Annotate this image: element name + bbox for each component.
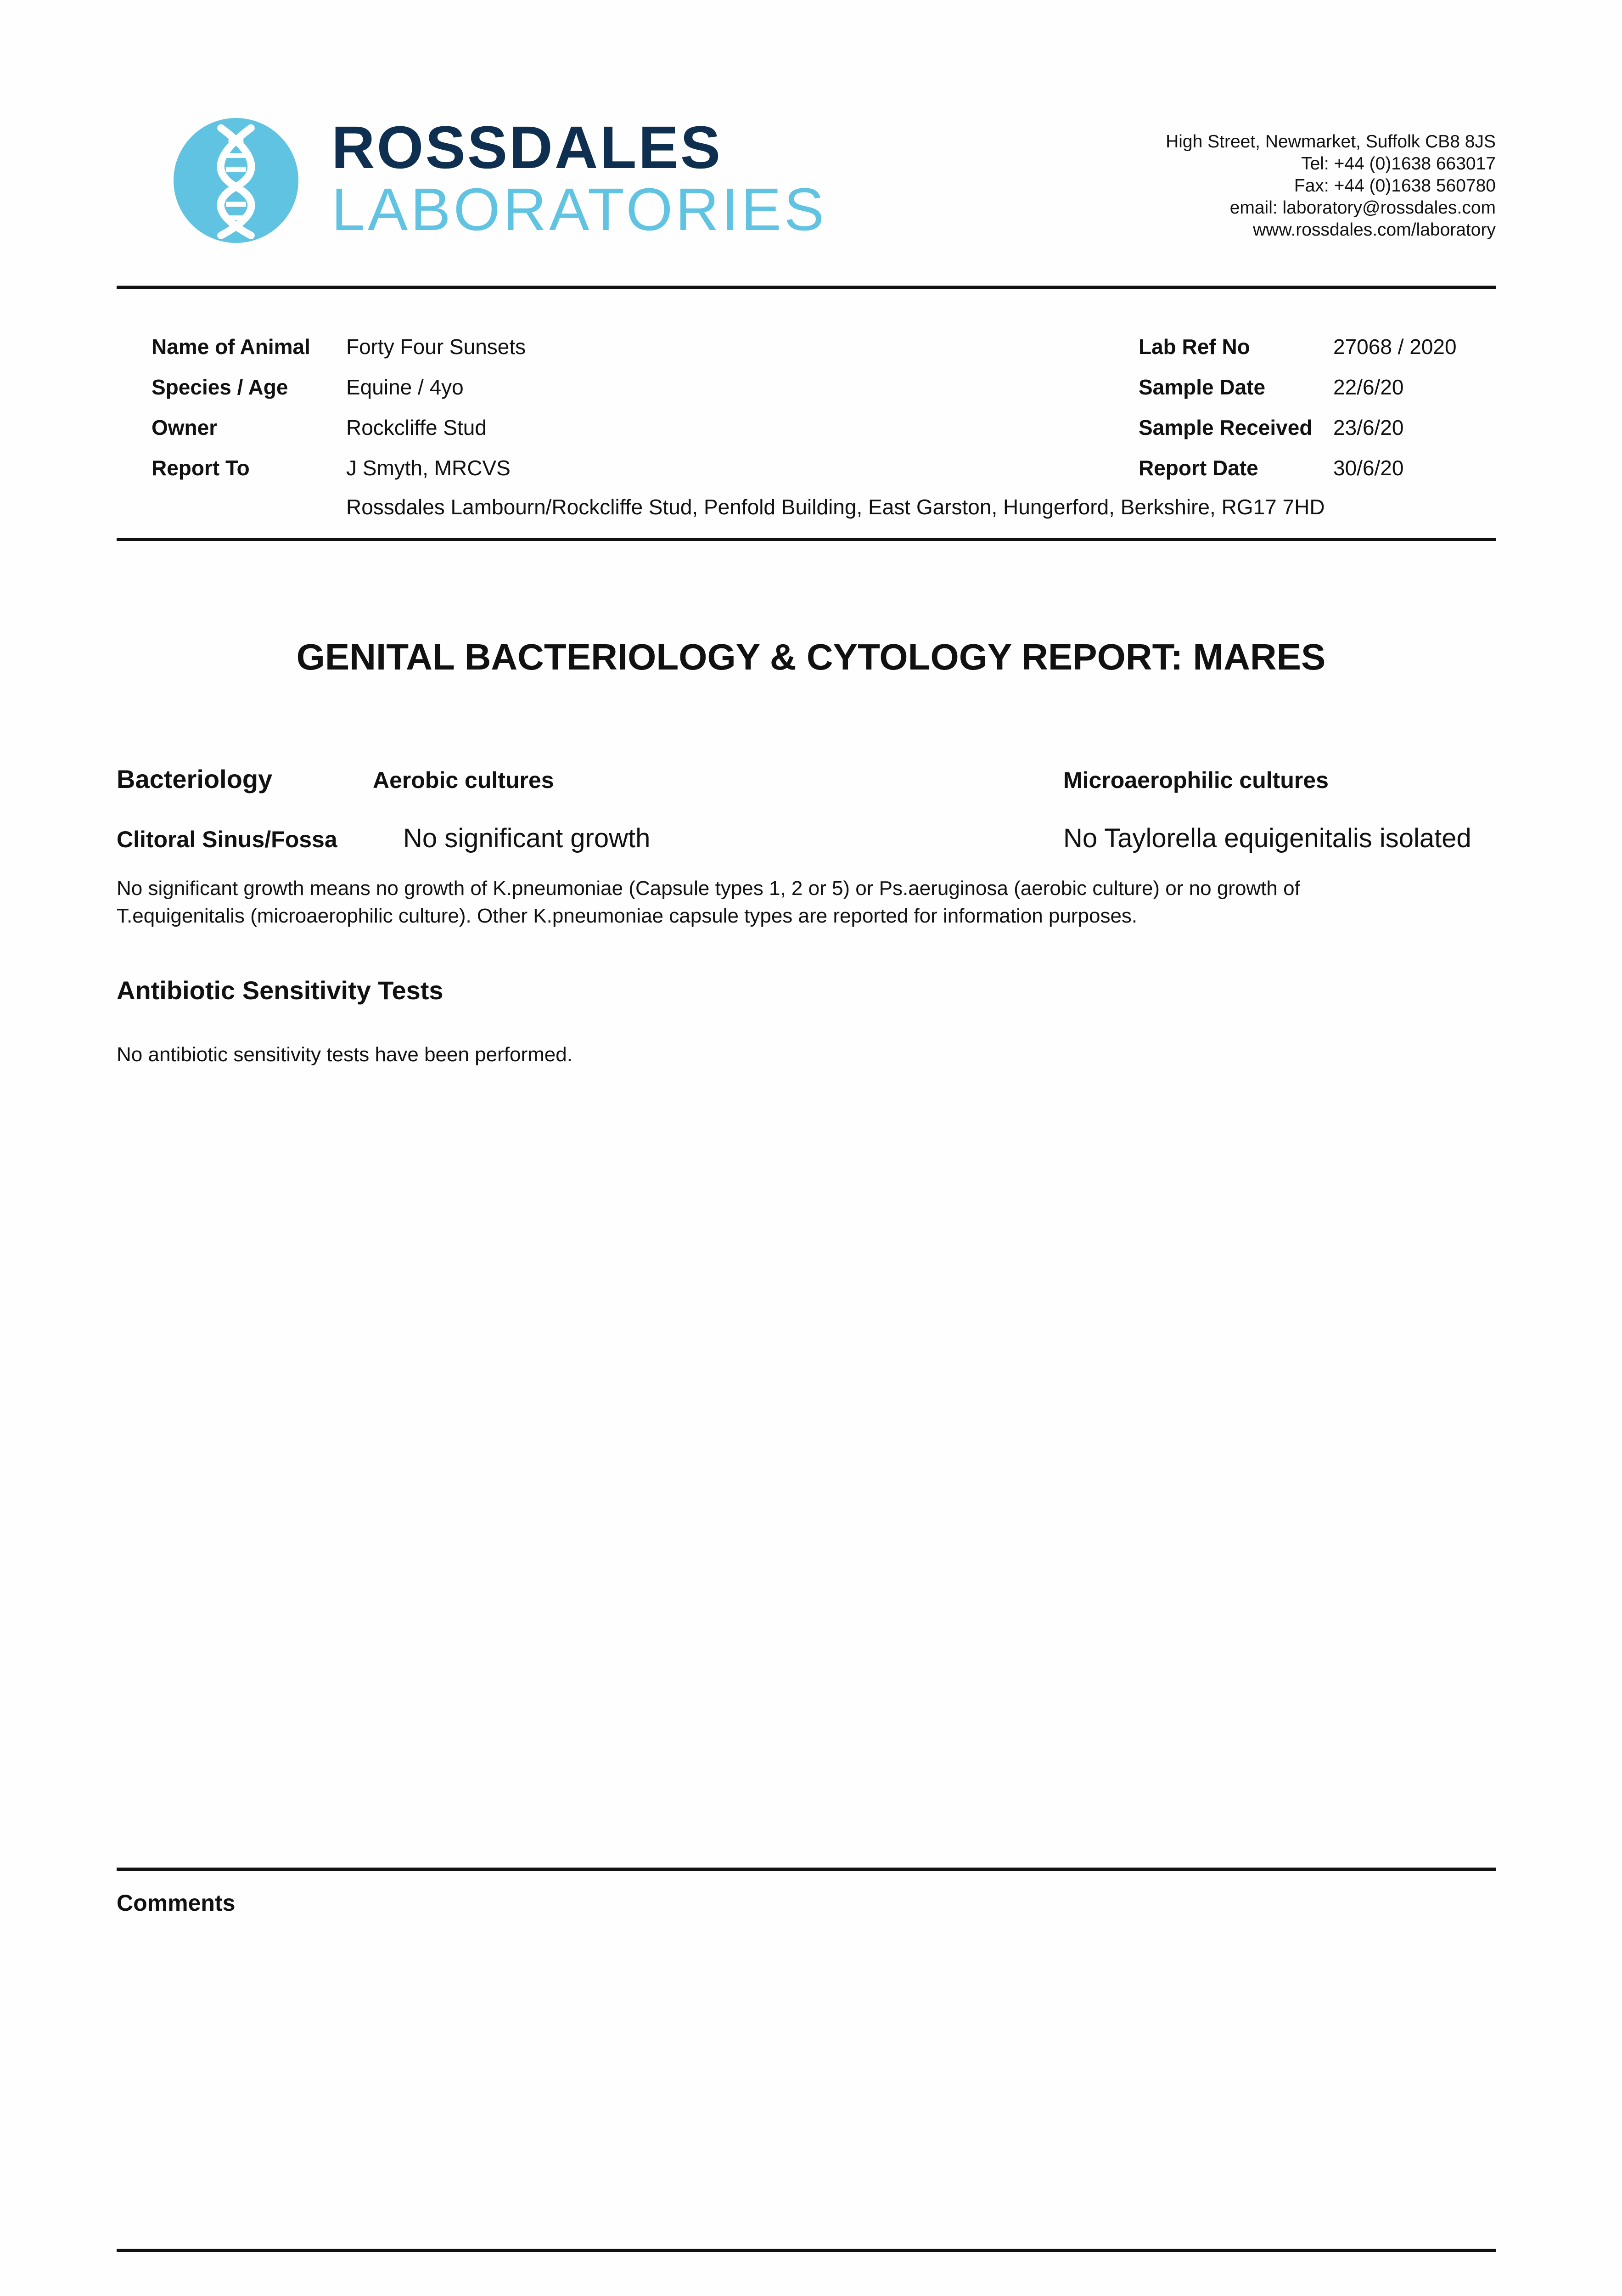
bacteriology-note-line2: T.equigenitalis (microaerophilic culture). Other K.pneumoniae capsule types are reported for information purposes. — [117, 905, 1138, 927]
address-street: High Street, Newmarket, Suffolk CB8 8JS — [1166, 132, 1496, 152]
antibiotic-text: No antibiotic sensitivity tests have been performed. — [117, 1043, 572, 1066]
sample-site: Clitoral Sinus/Fossa — [117, 827, 337, 852]
value-lab-ref-no: 27068 / 2020 — [1333, 335, 1457, 359]
address-email: email: laboratory@rossdales.com — [1229, 198, 1496, 218]
label-lab-ref-no: Lab Ref No — [1139, 335, 1250, 359]
dna-helix-icon — [174, 118, 298, 243]
value-report-to: J Smyth, MRCVS — [346, 456, 511, 480]
label-report-date: Report Date — [1139, 456, 1258, 480]
microaerophilic-result: No Taylorella equigenitalis isolated — [1063, 823, 1471, 853]
header-divider — [117, 286, 1496, 289]
address-fax: Fax: +44 (0)1638 560780 — [1294, 176, 1496, 196]
report-title: GENITAL BACTERIOLOGY & CYTOLOGY REPORT: MARES — [296, 636, 1326, 677]
logo-name-line2: LABORATORIES — [331, 175, 827, 243]
value-owner: Rockcliffe Stud — [346, 416, 487, 439]
bacteriology-note — [117, 875, 1496, 930]
label-sample-received: Sample Received — [1139, 416, 1313, 439]
value-name-of-animal: Forty Four Sunsets — [346, 335, 526, 359]
microaerophilic-cultures-heading: Microaerophilic cultures — [1063, 767, 1329, 793]
aerobic-cultures-heading: Aerobic cultures — [373, 767, 554, 793]
value-sample-date: 22/6/20 — [1333, 375, 1404, 399]
info-divider — [117, 538, 1496, 541]
value-species-age: Equine / 4yo — [346, 375, 464, 399]
label-sample-date: Sample Date — [1139, 375, 1266, 399]
footer-divider — [117, 2249, 1496, 2252]
lab-address — [1166, 131, 1496, 241]
label-owner: Owner — [152, 416, 218, 439]
bacteriology-note-line1: No significant growth means no growth of K.pneumoniae (Capsule types 1, 2 or 5) or Ps.aeruginosa (aerobic culture) or no growth of — [117, 877, 1300, 900]
label-name-of-animal: Name of Animal — [152, 335, 310, 359]
logo-name-line1: ROSSDALES — [331, 113, 723, 181]
value-sample-received: 23/6/20 — [1333, 416, 1404, 439]
antibiotic-heading: Antibiotic Sensitivity Tests — [117, 976, 443, 1005]
aerobic-result: No significant growth — [403, 823, 651, 853]
address-website: www.rossdales.com/laboratory — [1253, 220, 1496, 240]
bacteriology-heading: Bacteriology — [117, 765, 273, 793]
address-tel: Tel: +44 (0)1638 663017 — [1301, 154, 1496, 174]
label-species-age: Species / Age — [152, 375, 288, 399]
comments-divider — [117, 1868, 1496, 1871]
value-report-to-address: Rossdales Lambourn/Rockcliffe Stud, Penfold Building, East Garston, Hungerford, Berkshire, RG17 7HD — [346, 495, 1325, 519]
label-report-to: Report To — [152, 456, 250, 480]
value-report-date: 30/6/20 — [1333, 456, 1404, 480]
comments-heading: Comments — [117, 1890, 236, 1916]
